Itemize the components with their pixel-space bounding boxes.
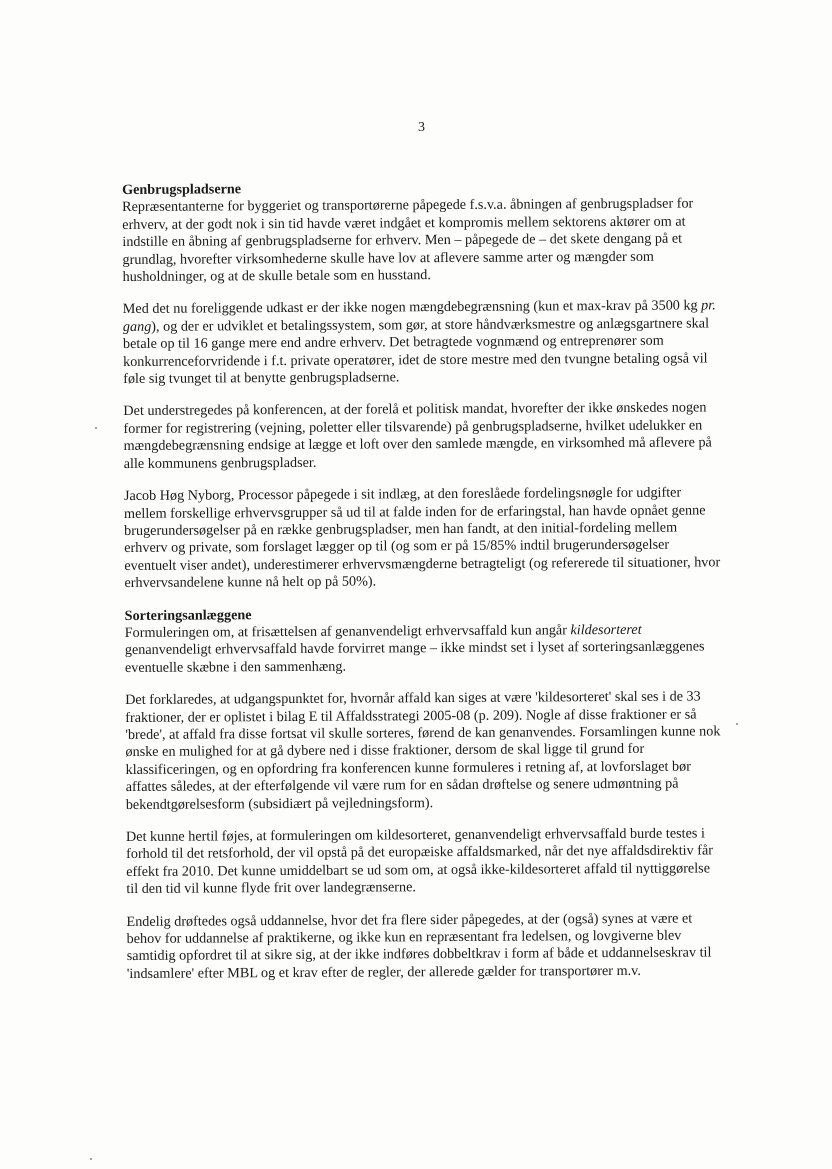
scan-speck	[736, 723, 738, 725]
emphasis-text: kildesorteret	[570, 621, 642, 639]
paragraph-text: genanvendeligt erhvervsaffald havde forvirret mange – ikke mindst set i lyset af sorteringsanlæggenes eventuelle skæbne i den sammenhæng.	[124, 638, 705, 676]
paragraph: Repræsentanterne for byggeriet og transportørerne påpegede f.s.v.a. åbningen af genbrugspladser for erhverv, at der godt nok i sin tid havde været indgået et kompromis mellem sektorens aktører om at indstille en åbning af genbrugspladserne for erhverv. Men – påpegede de – det skete dengang på et grundlag, hvorefter virksomhederne skulle have lov at aflevere samme arter og mængder som husholdninger, og at de skulle betale som en husstand.	[122, 195, 694, 286]
paragraph: Jacob Høg Nyborg, Processor påpegede i sit indlæg, at den foreslåede fordelingsnøgle for udgifter mellem forskellige erhvervsgrupper så ud til at falde inden for de erfaringstal, han havde opnået genne brugerundersøgelser på en række genbrugspladser, men han fandt, at den initial-fordeling mellem erhverv og private, som forslaget lægger op til (og som er på 15/85% indtil brugerundersøgelser eventuelt viser andet), underestimerer erhvervsmængderne betragteligt (og refererede til situationer, hvor erhvervsandelene kunne nå helt op på 50%).	[123, 484, 721, 592]
scan-speck	[95, 427, 97, 429]
paragraph-text: ), og der er udviklet et betalingssystem, som gør, at store håndværksmestre og anlægsgartnere skal betale op til 16 gange mere end andre erhverv. Det betragtede vognmænd og entreprenører som konkurrenceforvridende i f.t. private operatører, idet de store mestre med den tvungne betaling også vil føle sig tvunget til at benytte genbrugspladserne.	[122, 315, 710, 388]
paragraph: Det forklaredes, at udgangspunktet for, hvornår affald kan siges at være 'kildesorteret' skal ses i de 33 fraktioner, der er oplistet i bilag E til Affaldsstrategi 2005-08 (p. 209). Nogle af disse fraktioner er så 'brede', at affald fra disse fortsat vil skulle sorteres, førend de kan genanvendes. Forsamlingen kunne nok ønske en mulighed for at gå dybere ned i disse fraktioner, dersom de skal ligge til grund for klassificeringen, og en opfordring fra konferencen kunne formuleres i retning af, at lovforslaget bør affattes således, at der efterfølgende vil være rum for en sådan drøftelse og senere udmøntning på bekendtgørelsesform (subsidiært på vejledningsform).	[125, 688, 721, 813]
section-heading: Genbrugspladserne	[122, 181, 242, 198]
section-heading: Sorteringsanlæggene	[124, 606, 252, 624]
section-genbrugspladserne	[122, 178, 722, 592]
paragraph	[123, 298, 722, 389]
paragraph: Det kunne hertil føjes, at formuleringen om kildesorteret, genanvendeligt erhvervsaffald burde testes i forhold til det retsforhold, der vil opstå på det europæiske affaldsmarked, når det nye affaldsdirektiv får effekt fra 2010. Det kunne umiddelbart se ud som om, at også ikke-kildesorteret affald til nyttiggørelse til den tid vil kunne flyde frit over landegrænserne.	[125, 825, 714, 898]
paragraph: Det understregedes på konferencen, at der forelå et politisk mandat, hvorefter der ikke ønskedes nogen former for registrering (vejning, poletter eller tilsvarende) på genbrugspladserne, hvilket udelukker en mængdebegrænsning endsige at lægge et loft over den samlede mængde, en virksomhed må aflevere på alle kommunens genbrugspladser.	[123, 399, 712, 472]
scan-speck	[90, 1158, 92, 1160]
paragraph: Endelig drøftedes også uddannelse, hvor det fra flere sider påpegedes, at der (også) synes at være et behov for uddannelse af praktikerne, og ikke kun en repræsentant fra ledelsen, og lovgiverne blev samtidig opfordret til at sikre sig, at der ikke indføres dobbeltkrav i form af både et uddannelseskrav til 'indsamlere' efter MBL og et krav efter de regler, der allerede gælder for transportører m.v.	[126, 910, 712, 982]
document-body	[122, 178, 725, 998]
paragraph-text: Formuleringen om, at frisættelsen af genanvendeligt erhvervsaffald kun angår	[124, 622, 571, 641]
section-sorteringsanlaeggene	[125, 604, 725, 983]
paragraph	[125, 621, 723, 677]
paragraph-text: Med det nu foreliggende udkast er der ikke nogen mængdebegrænsning (kun et max-krav på 3500 kg	[122, 297, 702, 318]
emphasis-text: pr. gang	[122, 297, 716, 335]
page-number: 3	[418, 120, 425, 135]
